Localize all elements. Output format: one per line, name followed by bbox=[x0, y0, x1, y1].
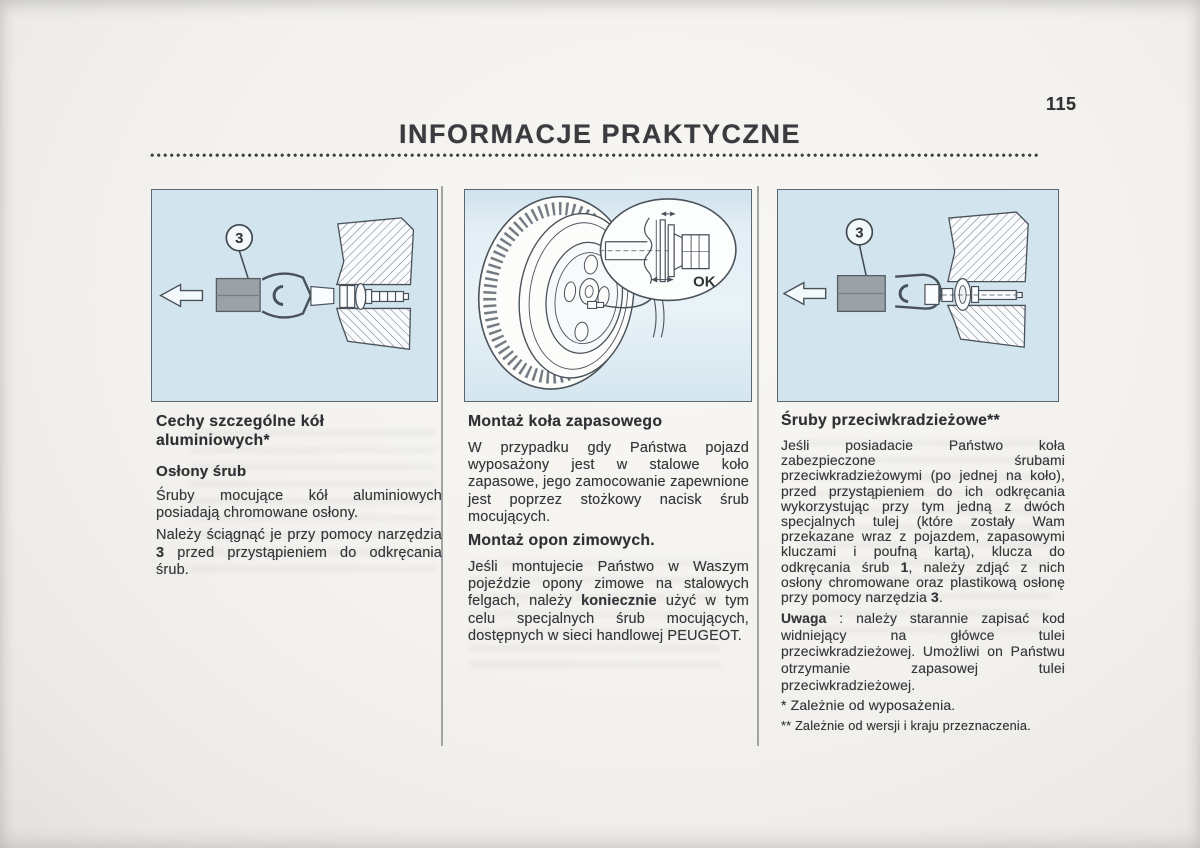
cap-removal-illustration bbox=[152, 190, 437, 401]
sheet-metal-profile-extension bbox=[653, 299, 664, 337]
title-dotted-rule bbox=[150, 153, 1038, 158]
page-number: 115 bbox=[1046, 94, 1077, 114]
footnote-2: ** Zależnie od wersji i kraju przeznaczenia. bbox=[781, 718, 1031, 734]
spare-wheel-illustration bbox=[465, 190, 751, 401]
column-divider-2 bbox=[757, 186, 759, 746]
col2-heading-1: Montaż koła zapasowego bbox=[468, 413, 663, 430]
callout-3-badge bbox=[226, 225, 252, 279]
wheel-section-hatched bbox=[337, 218, 414, 349]
retaining-clip bbox=[262, 274, 334, 318]
cap-removal-tool bbox=[838, 276, 886, 312]
column-antitheft-bolts bbox=[781, 411, 1065, 739]
wheel-bolt bbox=[340, 284, 409, 310]
cap-removal-tool bbox=[216, 279, 260, 312]
antitheft-illustration bbox=[778, 190, 1058, 401]
column-spare-wheel bbox=[468, 412, 749, 650]
page-title: INFORMACJE PRAKTYCZNE bbox=[398, 119, 801, 149]
col3-para-1: Jeśli posiadacie Państwo koła zabezpieczone śrubami przeciwkradzieżowymi (po jednej na koło), przed przystąpieniem do ich odkręcania wykorzystując przy tym jedną z dwóch specjalnych tulej (które zostały Wam przekazane wraz z pojazdem, zapasowymi kluczami i poufną kartą), klucza do odkręcania śrub 1, należy zdjąć z nich osłony chromowane oraz plastikową osłonę przy pomocy narzędzia 3. bbox=[781, 437, 1065, 606]
col1-subheading: Osłony śrub bbox=[156, 463, 247, 480]
col2-para-2: Jeśli montujecie Państwo w Waszym pojeździe opony zimowe na stalowych felgach, należy koniecznie użyć w tym celu specjalnych śrub mocujących, dostępnych w sieci handlowej PEUGEOT. bbox=[468, 559, 749, 644]
figure-label-3: 3 bbox=[235, 230, 244, 248]
col3-heading: Śruby przeciwkradzieżowe** bbox=[781, 412, 1000, 429]
col2-heading-2: Montaż opon zimowych. bbox=[468, 532, 655, 550]
col1-heading: Cechy szczególne kół aluminiowych* bbox=[156, 413, 325, 449]
valve-bolt bbox=[588, 301, 604, 308]
col3-note: Uwaga : należy starannie zapisać kod widniejący na główce tulei przeciwkradzieżowej. Umożliwi on Państwu otrzymanie zapasowej tulei przeciwkradzieżowej. bbox=[781, 610, 1065, 693]
left-arrow-icon bbox=[161, 285, 203, 307]
col2-para-1: W przypadku gdy Państwa pojazd wyposażony jest w stalowe koło zapasowe, jego zamocowanie zapewnione jest poprzez stożkowy nacisk śrub mocujących. bbox=[468, 440, 749, 525]
retaining-clip bbox=[895, 275, 941, 309]
col1-para-1: Śruby mocujące kół aluminiowych posiadają chromowane osłony. bbox=[156, 488, 442, 522]
ok-label: OK bbox=[693, 273, 716, 291]
col1-para-2: Należy ściągnąć je przy pomocy narzędzia 3 przed przystąpieniem do odkręcania śrub. bbox=[156, 527, 442, 578]
left-arrow-icon bbox=[784, 283, 826, 305]
figure-label-3: 3 bbox=[855, 225, 864, 242]
figure-antitheft-cap-removal bbox=[777, 189, 1059, 402]
column-aluminium-wheels bbox=[156, 412, 442, 584]
figure-aluminium-cap-removal bbox=[151, 189, 438, 402]
figure-spare-wheel bbox=[464, 189, 752, 402]
footnote-1: * Zależnie od wyposażenia. bbox=[781, 697, 956, 714]
callout-3-badge bbox=[847, 219, 873, 277]
